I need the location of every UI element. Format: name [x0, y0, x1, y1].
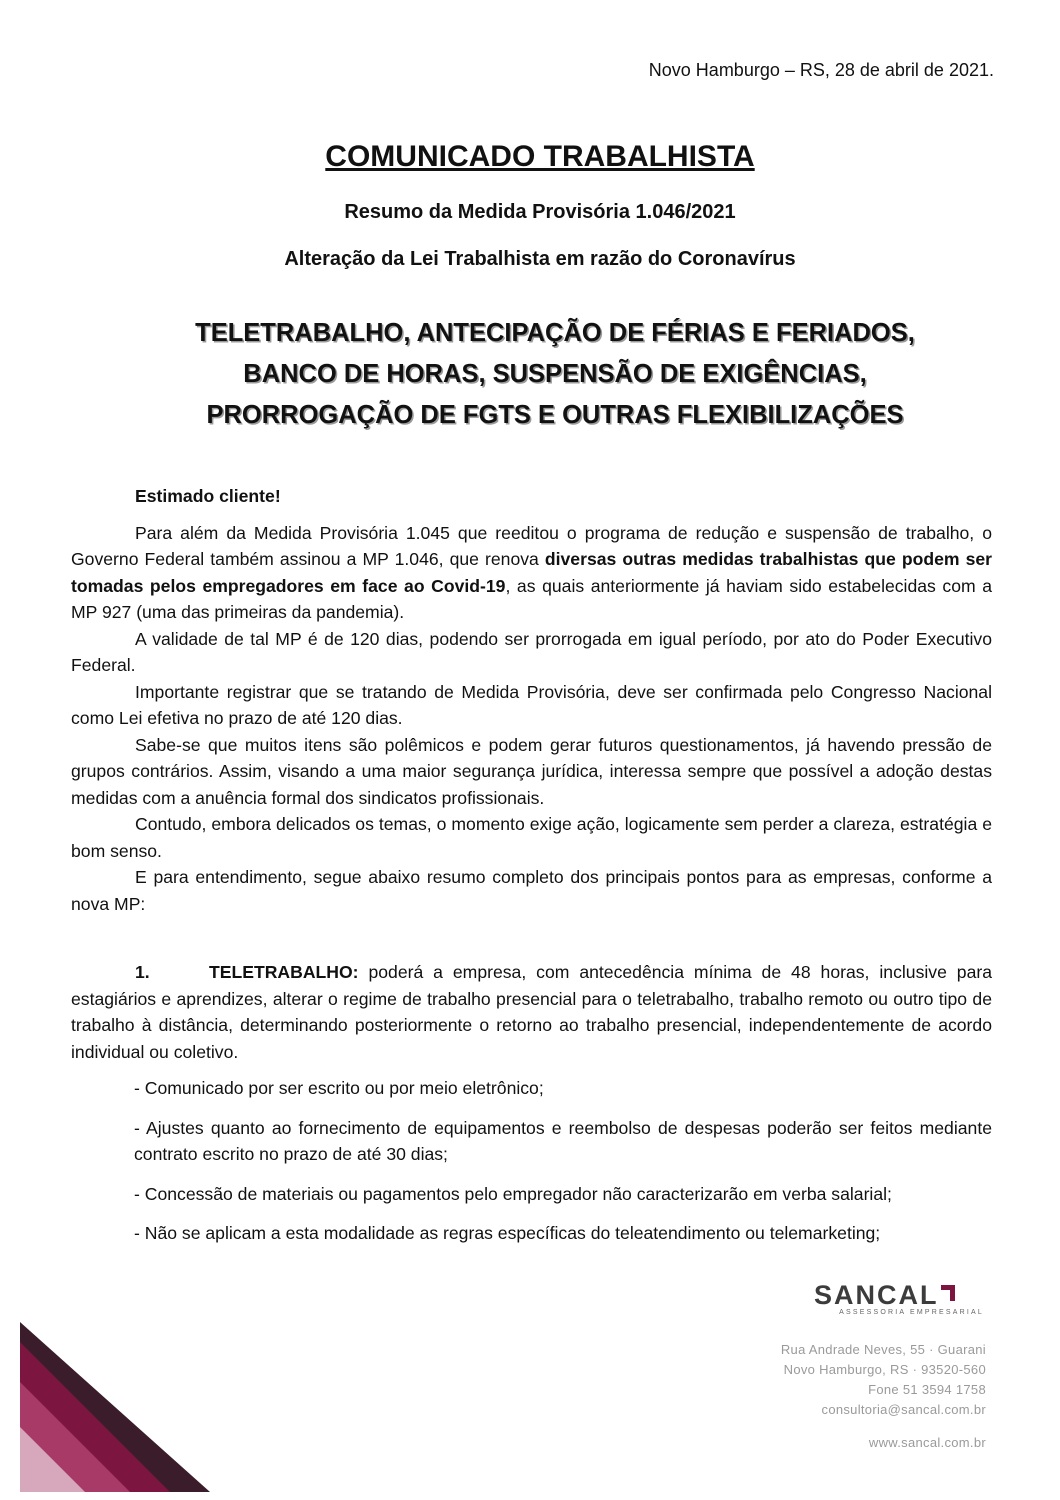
phone-line: Fone 51 3594 1758: [868, 1382, 986, 1397]
logo-wordmark: SANCAL: [814, 1280, 939, 1310]
bullet-item: - Comunicado por ser escrito ou por meio eletrônico;: [134, 1078, 544, 1098]
email-line: consultoria@sancal.com.br: [821, 1402, 986, 1417]
address-line: Rua Andrade Neves, 55 · Guarani: [780, 1342, 986, 1357]
intro-paragraph: [71, 520, 992, 626]
city-line: Novo Hamburgo, RS · 93520-560: [783, 1362, 986, 1377]
paragraph: Contudo, embora delicados os temas, o momento exige ação, logicamente sem perder a clareza, estratégia e bom senso.: [71, 814, 992, 861]
paragraph: Importante registrar que se tratando de Medida Provisória, deve ser confirmada pelo Congresso Nacional como Lei efetiva no prazo de até 120 dias.: [71, 681, 992, 728]
intro-highlight: diversas outras medidas trabalhistas que podem ser tomadas pelos empregadores em face ao Covid-19: [71, 549, 992, 596]
greeting: Estimado cliente!: [135, 486, 281, 506]
bullet-item: - Ajustes quanto ao fornecimento de equipamentos e reembolso de despesas poderão ser feitos mediante contrato escrito no prazo de até 30 dias;: [134, 1117, 992, 1164]
section-number: 1.: [135, 962, 150, 982]
document-body: [71, 483, 992, 1247]
website-line: www.sancal.com.br: [868, 1435, 986, 1450]
section-text: poderá a empresa, com antecedência mínima de 48 horas, inclusive para estagiários e aprendizes, alterar o regime de trabalho presencial para o teletrabalho, trabalho remoto ou outro tipo de trabalho à distância, determinando posteriormente o retorno ao trabalho presencial, independentemente de acordo individual ou coletivo.: [71, 962, 992, 1062]
document-subtitle-secondary: Alteração da Lei Trabalhista em razão do Coronavírus: [284, 248, 796, 270]
document-date: Novo Hamburgo – RS, 28 de abril de 2021.: [648, 60, 994, 80]
intro-text-end: , as quais anteriormente já haviam sido estabelecidas com a MP 927 (uma das primeiras da pandemia).: [71, 575, 992, 622]
section-teletrabalho: [71, 959, 992, 1065]
paragraph: E para entendimento, segue abaixo resumo completo dos principais pontos para as empresas, conforme a nova MP:: [71, 867, 992, 914]
bullet-item: - Concessão de materiais ou pagamentos pelo empregador não caracterizarão em verba salarial;: [134, 1183, 892, 1204]
logo-mark-icon: [941, 1285, 955, 1301]
topics-line: BANCO DE HORAS, SUSPENSÃO DE EXIGÊNCIAS,: [243, 360, 867, 388]
intro-text: Para além da Medida Provisória 1.045 que reeditou o programa de redução e suspensão de trabalho, o Governo Federal também assinou a MP 1.046, que renova: [71, 522, 992, 569]
topics-heading: [0, 313, 1060, 436]
topics-line: TELETRABALHO, ANTECIPAÇÃO DE FÉRIAS E FERIADOS,: [195, 319, 915, 347]
document-title: COMUNICADO TRABALHISTA: [325, 140, 755, 173]
bullet-item: - Não se aplicam a esta modalidade as regras específicas do teleatendimento ou telemarketing;: [134, 1223, 881, 1243]
paragraph: A validade de tal MP é de 120 dias, podendo ser prorrogada em igual período, por ato do Poder Executivo Federal.: [71, 628, 992, 675]
section-heading: TELETRABALHO:: [209, 962, 359, 982]
contact-block: [781, 1340, 986, 1453]
company-logo: [814, 1281, 986, 1316]
document-subtitle: Resumo da Medida Provisória 1.046/2021: [344, 201, 736, 223]
logo-tagline: ASSESSORIA EMPRESARIAL: [839, 1309, 984, 1316]
topics-line: PRORROGAÇÃO DE FGTS E OUTRAS FLEXIBILIZAÇÕES: [206, 401, 904, 429]
corner-decoration-graphic: [20, 1322, 210, 1492]
paragraph: Sabe-se que muitos itens são polêmicos e podem gerar futuros questionamentos, já havendo pressão de grupos contrários. Assim, visando a uma maior segurança jurídica, interessa sempre que possível a adoção destas medidas com a anuência formal dos sindicatos profissionais.: [71, 734, 992, 808]
